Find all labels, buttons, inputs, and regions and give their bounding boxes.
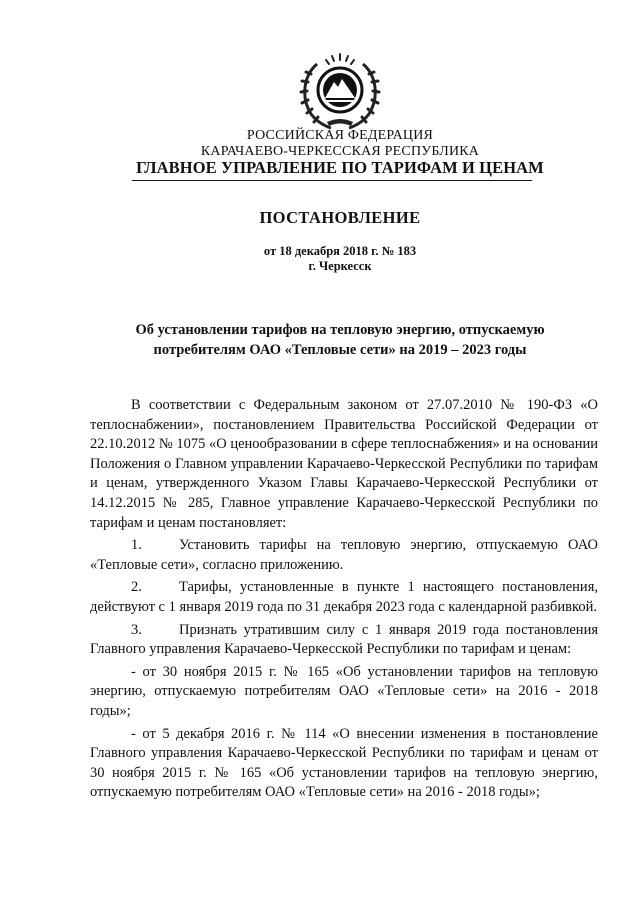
document-type: ПОСТАНОВЛЕНИЕ xyxy=(259,208,421,227)
clause-2-text: Тарифы, установленные в пункте 1 настоящего постановления, действуют с 1 января 2019 года по 31 декабря 2023 года с календарной разбивкой. xyxy=(90,579,598,615)
clause-1-number: 1. xyxy=(131,537,142,554)
document-date-number: от 18 декабря 2018 г. № 183 xyxy=(263,244,417,258)
repealed-item-1: - от 30 ноября 2015 г. № 165 «Об установлении тарифов на тепловую энергию, отпускаемую потребителям ОАО «Тепловые сети» на 2016 - 2018 годы»; xyxy=(90,663,598,719)
repealed-item-2: - от 5 декабря 2016 г. № 114 «О внесении изменения в постановление Главного управления Карачаево-Черкесской Республики по тарифам и ценам от 30 ноября 2015 г. № 165 «Об установлении тарифов на тепловую энергию, отпускаемую потребителям ОАО «Тепловые сети» на 2016 - 2018 годы»; xyxy=(90,725,598,801)
subject-line-2: потребителям ОАО «Тепловые сети» на 2019 – 2023 годы xyxy=(153,342,527,358)
document-city: г. Черкесск xyxy=(308,259,372,273)
preamble-paragraph: В соответствии с Федеральным законом от 27.07.2010 № 190-ФЗ «О теплоснабжении», постановлением Правительства Российской Федерации от 22.10.2012 № 1075 «О ценообразовании в сфере теплоснабжения» и на основании Положения о Главном управлении Карачаево-Черкесской Республики по тарифам и ценам, утвержденного Указом Главы Карачаево-Черкесской Республики от 14.12.2015 № 285, Главное управление Карачаево-Черкесской Республики по тарифам и ценам постановляет: xyxy=(90,397,598,531)
clause-3 xyxy=(90,621,598,660)
clause-1-text: Установить тарифы на тепловую энергию, отпускаемую ОАО «Тепловые сети», согласно приложению. xyxy=(90,537,598,573)
subject-line-1: Об установлении тарифов на тепловую энергию, отпускаемую xyxy=(135,322,545,338)
clause-3-text: Признать утратившим силу с 1 января 2019 года постановления Главного управления Карачаево-Черкесской Республики по тарифам и ценам: xyxy=(90,621,598,658)
document-body xyxy=(90,396,598,806)
clause-1 xyxy=(90,536,598,575)
clause-3-number: 3. xyxy=(131,621,142,638)
header-agency: ГЛАВНОЕ УПРАВЛЕНИЕ ПО ТАРИФАМ И ЦЕНАМ xyxy=(136,158,544,177)
clause-2 xyxy=(90,578,598,617)
header-republic: КАРАЧАЕВО-ЧЕРКЕССКАЯ РЕСПУБЛИКА xyxy=(200,144,480,159)
coat-of-arms-icon xyxy=(297,52,383,132)
document-subject xyxy=(80,320,600,360)
clause-2-number: 2. xyxy=(131,579,142,596)
header-country: РОССИЙСКАЯ ФЕДЕРАЦИЯ xyxy=(246,128,434,143)
header-divider xyxy=(132,180,532,181)
